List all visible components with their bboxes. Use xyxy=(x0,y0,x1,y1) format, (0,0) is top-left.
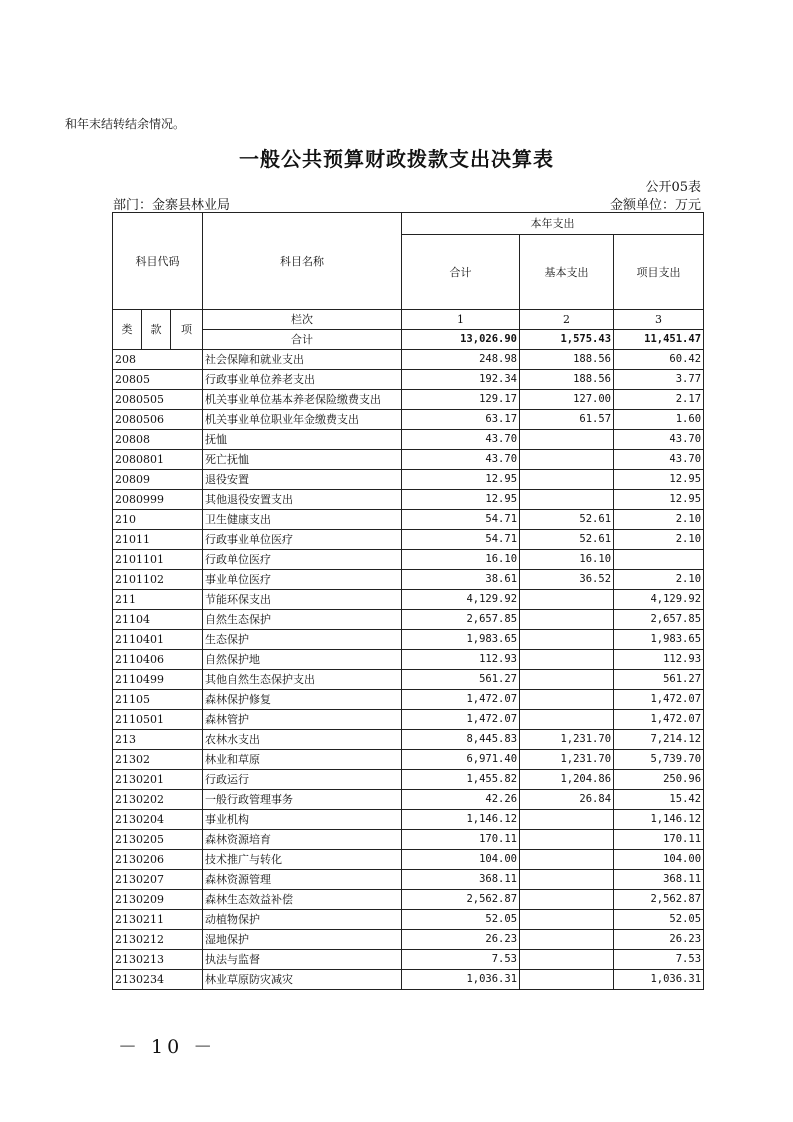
basic-cell xyxy=(520,610,614,630)
subject-code-cell: 213 xyxy=(113,730,203,750)
subject-code-cell: 2110501 xyxy=(113,710,203,730)
subject-code-cell: 21302 xyxy=(113,750,203,770)
subject-code-cell: 21105 xyxy=(113,690,203,710)
subject-code-cell: 2130205 xyxy=(113,830,203,850)
project-cell: 170.11 xyxy=(614,830,704,850)
table-row xyxy=(113,930,704,950)
project-cell: 5,739.70 xyxy=(614,750,704,770)
subject-code-cell: 2110406 xyxy=(113,650,203,670)
subject-name-cell: 机关事业单位基本养老保险缴费支出 xyxy=(203,390,402,410)
table-code: 公开05表 xyxy=(645,180,701,195)
total-cell: 12.95 xyxy=(402,470,520,490)
project-cell: 15.42 xyxy=(614,790,704,810)
project-cell: 12.95 xyxy=(614,490,704,510)
subject-name-cell: 动植物保护 xyxy=(203,910,402,930)
basic-cell xyxy=(520,490,614,510)
project-cell: 60.42 xyxy=(614,350,704,370)
table-row xyxy=(113,850,704,870)
total-cell: 16.10 xyxy=(402,550,520,570)
table-row xyxy=(113,590,704,610)
subject-name-cell: 农林水支出 xyxy=(203,730,402,750)
table-row xyxy=(113,690,704,710)
table-row xyxy=(113,390,704,410)
total-cell: 12.95 xyxy=(402,490,520,510)
table-row xyxy=(113,510,704,530)
table-row xyxy=(113,830,704,850)
table-row xyxy=(113,610,704,630)
subject-code-cell: 2101102 xyxy=(113,570,203,590)
basic-cell xyxy=(520,450,614,470)
basic-cell xyxy=(520,810,614,830)
subject-code-cell: 2110499 xyxy=(113,670,203,690)
total-cell: 192.34 xyxy=(402,370,520,390)
total-cell: 129.17 xyxy=(402,390,520,410)
project-cell: 26.23 xyxy=(614,930,704,950)
subject-name-cell: 林业草原防灾减灾 xyxy=(203,970,402,990)
subject-name-cell: 事业单位医疗 xyxy=(203,570,402,590)
total-cell: 54.71 xyxy=(402,530,520,550)
total-cell: 1,472.07 xyxy=(402,690,520,710)
project-cell: 7,214.12 xyxy=(614,730,704,750)
project-cell: 2.10 xyxy=(614,510,704,530)
subject-name-cell: 森林资源管理 xyxy=(203,870,402,890)
total-label: 合计 xyxy=(203,330,402,350)
basic-cell xyxy=(520,470,614,490)
total-cell: 561.27 xyxy=(402,670,520,690)
subject-code-cell: 2130204 xyxy=(113,810,203,830)
subject-name-cell: 行政事业单位养老支出 xyxy=(203,370,402,390)
header-col-1: 1 xyxy=(402,310,520,330)
subject-name-cell: 林业和草原 xyxy=(203,750,402,770)
total-cell: 1,472.07 xyxy=(402,710,520,730)
table-body xyxy=(113,213,704,990)
subject-code-cell: 2080999 xyxy=(113,490,203,510)
subject-name-cell: 自然生态保护 xyxy=(203,610,402,630)
total-cell: 1,036.31 xyxy=(402,970,520,990)
table-row xyxy=(113,750,704,770)
total-cell: 4,129.92 xyxy=(402,590,520,610)
basic-cell: 188.56 xyxy=(520,350,614,370)
subject-name-cell: 节能环保支出 xyxy=(203,590,402,610)
project-cell: 43.70 xyxy=(614,430,704,450)
header-row-3 xyxy=(113,310,704,330)
total-cell: 6,971.40 xyxy=(402,750,520,770)
basic-cell xyxy=(520,430,614,450)
subject-name-cell: 森林资源培育 xyxy=(203,830,402,850)
subject-code-cell: 2080505 xyxy=(113,390,203,410)
project-cell: 2.17 xyxy=(614,390,704,410)
table-row xyxy=(113,350,704,370)
basic-cell: 1,231.70 xyxy=(520,750,614,770)
subject-name-cell: 森林生态效益补偿 xyxy=(203,890,402,910)
subject-code-cell: 2110401 xyxy=(113,630,203,650)
subject-name-cell: 死亡抚恤 xyxy=(203,450,402,470)
table-row xyxy=(113,630,704,650)
project-cell: 250.96 xyxy=(614,770,704,790)
project-cell xyxy=(614,550,704,570)
subject-code-cell: 2130212 xyxy=(113,930,203,950)
header-current-year: 本年支出 xyxy=(402,213,704,235)
subject-code-cell: 20805 xyxy=(113,370,203,390)
subject-code-cell: 21011 xyxy=(113,530,203,550)
subject-code-cell: 2130211 xyxy=(113,910,203,930)
header-xiang: 项 xyxy=(171,310,203,350)
total-cell: 1,455.82 xyxy=(402,770,520,790)
table-row xyxy=(113,790,704,810)
subject-name-cell: 机关事业单位职业年金缴费支出 xyxy=(203,410,402,430)
table-row xyxy=(113,490,704,510)
project-cell: 1,983.65 xyxy=(614,630,704,650)
header-subject-code: 科目代码 xyxy=(113,213,203,310)
total-cell: 170.11 xyxy=(402,830,520,850)
table-row xyxy=(113,650,704,670)
header-kuan: 款 xyxy=(142,310,171,350)
total-cell: 2,657.85 xyxy=(402,610,520,630)
table-row xyxy=(113,670,704,690)
basic-cell xyxy=(520,850,614,870)
subject-code-cell: 2080801 xyxy=(113,450,203,470)
table-row xyxy=(113,910,704,930)
basic-cell xyxy=(520,930,614,950)
project-cell: 43.70 xyxy=(614,450,704,470)
project-cell: 368.11 xyxy=(614,870,704,890)
project-cell: 1.60 xyxy=(614,410,704,430)
total-cell: 43.70 xyxy=(402,430,520,450)
header-col-2: 2 xyxy=(520,310,614,330)
basic-cell xyxy=(520,710,614,730)
total-cell: 1,146.12 xyxy=(402,810,520,830)
basic-cell xyxy=(520,590,614,610)
page-title: 一般公共预算财政拨款支出决算表 xyxy=(239,147,554,171)
table-row xyxy=(113,890,704,910)
subject-name-cell: 行政单位医疗 xyxy=(203,550,402,570)
total-cell: 42.26 xyxy=(402,790,520,810)
header-col-3: 3 xyxy=(614,310,704,330)
subject-code-cell: 2130213 xyxy=(113,950,203,970)
table-row xyxy=(113,470,704,490)
total-cell: 54.71 xyxy=(402,510,520,530)
header-column-index: 栏次 xyxy=(203,310,402,330)
table-row xyxy=(113,970,704,990)
header-basic: 基本支出 xyxy=(520,235,614,310)
subject-name-cell: 森林管护 xyxy=(203,710,402,730)
total-project: 11,451.47 xyxy=(614,330,704,350)
subject-code-cell: 208 xyxy=(113,350,203,370)
table-row xyxy=(113,770,704,790)
project-cell: 12.95 xyxy=(614,470,704,490)
total-cell: 38.61 xyxy=(402,570,520,590)
subject-name-cell: 技术推广与转化 xyxy=(203,850,402,870)
basic-cell xyxy=(520,690,614,710)
table-row xyxy=(113,450,704,470)
project-cell: 561.27 xyxy=(614,670,704,690)
project-cell: 2.10 xyxy=(614,570,704,590)
project-cell: 3.77 xyxy=(614,370,704,390)
basic-cell xyxy=(520,890,614,910)
subject-name-cell: 其他自然生态保护支出 xyxy=(203,670,402,690)
subject-name-cell: 执法与监督 xyxy=(203,950,402,970)
table-row xyxy=(113,550,704,570)
intro-text: 和年末结转结余情况。 xyxy=(65,117,186,131)
subject-code-cell: 2080506 xyxy=(113,410,203,430)
subject-name-cell: 社会保障和就业支出 xyxy=(203,350,402,370)
subject-name-cell: 生态保护 xyxy=(203,630,402,650)
table-row xyxy=(113,810,704,830)
table-row xyxy=(113,730,704,750)
table-row xyxy=(113,570,704,590)
basic-cell: 61.57 xyxy=(520,410,614,430)
basic-cell xyxy=(520,910,614,930)
basic-cell: 36.52 xyxy=(520,570,614,590)
header-project: 项目支出 xyxy=(614,235,704,310)
table-row xyxy=(113,410,704,430)
subject-code-cell: 20809 xyxy=(113,470,203,490)
table-row xyxy=(113,710,704,730)
project-cell: 1,036.31 xyxy=(614,970,704,990)
project-cell: 2,657.85 xyxy=(614,610,704,630)
page-number: － 10 － xyxy=(118,1036,217,1058)
subject-code-cell: 210 xyxy=(113,510,203,530)
total-amount: 13,026.90 xyxy=(402,330,520,350)
basic-cell xyxy=(520,950,614,970)
subject-name-cell: 卫生健康支出 xyxy=(203,510,402,530)
basic-cell xyxy=(520,970,614,990)
expenditure-table xyxy=(112,212,704,990)
basic-cell xyxy=(520,630,614,650)
project-cell: 104.00 xyxy=(614,850,704,870)
project-cell: 1,146.12 xyxy=(614,810,704,830)
subject-name-cell: 湿地保护 xyxy=(203,930,402,950)
project-cell: 112.93 xyxy=(614,650,704,670)
header-lei: 类 xyxy=(113,310,142,350)
subject-name-cell: 退役安置 xyxy=(203,470,402,490)
project-cell: 7.53 xyxy=(614,950,704,970)
basic-cell: 52.61 xyxy=(520,530,614,550)
subject-name-cell: 事业机构 xyxy=(203,810,402,830)
project-cell: 1,472.07 xyxy=(614,690,704,710)
project-cell: 1,472.07 xyxy=(614,710,704,730)
total-cell: 8,445.83 xyxy=(402,730,520,750)
total-cell: 2,562.87 xyxy=(402,890,520,910)
subject-code-cell: 2101101 xyxy=(113,550,203,570)
basic-cell: 127.00 xyxy=(520,390,614,410)
department-label: 部门：金寨县林业局 xyxy=(113,198,231,213)
basic-cell: 16.10 xyxy=(520,550,614,570)
total-cell: 368.11 xyxy=(402,870,520,890)
total-cell: 63.17 xyxy=(402,410,520,430)
project-cell: 4,129.92 xyxy=(614,590,704,610)
subject-code-cell: 2130206 xyxy=(113,850,203,870)
basic-cell: 52.61 xyxy=(520,510,614,530)
total-cell: 112.93 xyxy=(402,650,520,670)
subject-name-cell: 自然保护地 xyxy=(203,650,402,670)
total-basic: 1,575.43 xyxy=(520,330,614,350)
subject-name-cell: 森林保护修复 xyxy=(203,690,402,710)
table-row xyxy=(113,950,704,970)
table-row xyxy=(113,870,704,890)
basic-cell: 188.56 xyxy=(520,370,614,390)
header-subject-name: 科目名称 xyxy=(203,213,402,310)
basic-cell: 1,204.86 xyxy=(520,770,614,790)
project-cell: 2,562.87 xyxy=(614,890,704,910)
subject-code-cell: 2130201 xyxy=(113,770,203,790)
basic-cell: 26.84 xyxy=(520,790,614,810)
subject-code-cell: 2130209 xyxy=(113,890,203,910)
total-cell: 104.00 xyxy=(402,850,520,870)
basic-cell xyxy=(520,670,614,690)
total-cell: 248.98 xyxy=(402,350,520,370)
subject-name-cell: 抚恤 xyxy=(203,430,402,450)
basic-cell xyxy=(520,830,614,850)
project-cell: 2.10 xyxy=(614,530,704,550)
total-cell: 7.53 xyxy=(402,950,520,970)
total-cell: 43.70 xyxy=(402,450,520,470)
total-cell: 26.23 xyxy=(402,930,520,950)
basic-cell xyxy=(520,650,614,670)
table-row xyxy=(113,430,704,450)
basic-cell: 1,231.70 xyxy=(520,730,614,750)
table-row xyxy=(113,370,704,390)
subject-code-cell: 2130207 xyxy=(113,870,203,890)
subject-code-cell: 2130202 xyxy=(113,790,203,810)
header-row-1 xyxy=(113,213,704,235)
project-cell: 52.05 xyxy=(614,910,704,930)
subject-name-cell: 行政运行 xyxy=(203,770,402,790)
table-row xyxy=(113,530,704,550)
unit-label: 金额单位：万元 xyxy=(609,198,701,213)
total-cell: 1,983.65 xyxy=(402,630,520,650)
subject-code-cell: 21104 xyxy=(113,610,203,630)
header-total: 合计 xyxy=(402,235,520,310)
subject-name-cell: 一般行政管理事务 xyxy=(203,790,402,810)
basic-cell xyxy=(520,870,614,890)
subject-code-cell: 2130234 xyxy=(113,970,203,990)
total-cell: 52.05 xyxy=(402,910,520,930)
subject-code-cell: 211 xyxy=(113,590,203,610)
subject-name-cell: 其他退役安置支出 xyxy=(203,490,402,510)
subject-code-cell: 20808 xyxy=(113,430,203,450)
subject-name-cell: 行政事业单位医疗 xyxy=(203,530,402,550)
